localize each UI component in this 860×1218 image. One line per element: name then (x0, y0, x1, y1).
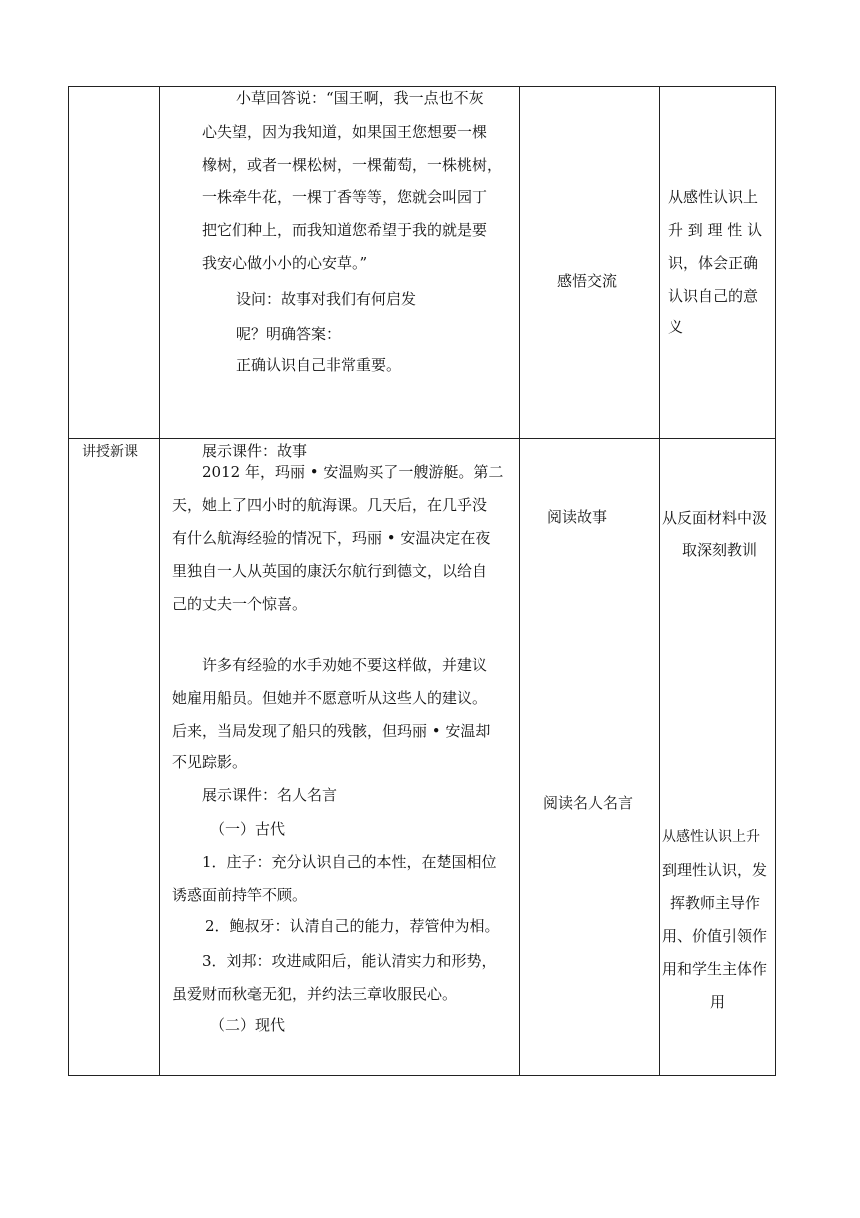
story-line: 小草回答说：“国王啊，我一点也不灰 (236, 89, 484, 107)
column-divider (659, 87, 660, 1075)
courseware-label: 展示课件：故事 (202, 442, 308, 460)
story-line: 心失望，因为我知道，如果国王您想要一棵 (202, 123, 488, 141)
intent-line: 用和学生主体作 (662, 960, 768, 978)
intent-line: 挥教师主导作 (670, 894, 761, 912)
story-line: 里独自一人从英国的康沃尔航行到德文，以给自 (172, 562, 488, 580)
quote-line: 诱惑面前持竿不顾。 (172, 886, 308, 904)
question-line: 呢？明确答案： (236, 325, 342, 343)
intent-line: 到理性认识，发 (662, 861, 768, 879)
row-divider (69, 438, 775, 439)
story-line: 后来，当局发现了船只的残骸，但玛丽 • 安温却 (172, 722, 491, 740)
intent-line: 义 (668, 318, 684, 336)
story-line: 她雇用船员。但她并不愿意听从这些人的建议。 (172, 689, 488, 707)
section-heading: （二）现代 (210, 1016, 286, 1034)
courseware-label: 展示课件：名人名言 (202, 786, 338, 804)
answer-line: 正确认识自己非常重要。 (236, 356, 402, 374)
quote-line: 虽爱财而秋毫无犯，并约法三章收服民心。 (172, 985, 458, 1003)
intent-line: 从感性认识上 (668, 188, 759, 206)
section-heading: （一）古代 (210, 820, 286, 838)
story-line: 一株牵牛花，一棵丁香等等，您就会叫园丁 (202, 188, 488, 206)
activity-label: 感悟交流 (557, 272, 618, 290)
column-divider (159, 87, 160, 1075)
activity-label: 阅读故事 (547, 508, 608, 526)
story-line: 有什么航海经验的情况下，玛丽 • 安温决定在夜 (172, 529, 491, 547)
intent-line: 从反面材料中汲 (662, 509, 768, 527)
story-line: 许多有经验的水手劝她不要这样做，并建议 (202, 656, 488, 674)
intent-line: 识，体会正确 (668, 254, 759, 272)
quote-line: 2．鲍叔牙：认清自己的能力，荐管仲为相。 (205, 917, 500, 935)
intent-line: 从感性认识上升 (662, 829, 760, 845)
activity-label: 阅读名人名言 (543, 794, 634, 812)
stage-label: 讲授新课 (82, 444, 138, 460)
story-line: 己的丈夫一个惊喜。 (172, 595, 308, 613)
intent-line: 用 (710, 993, 726, 1011)
story-line: 不见踪影。 (172, 753, 248, 771)
story-line: 我安心做小小的心安草。” (202, 254, 368, 272)
column-divider (519, 87, 520, 1075)
story-line: 2012 年，玛丽 • 安温购买了一艘游艇。第二 (202, 463, 504, 481)
intent-line: 升 到 理 性 认 (668, 221, 763, 239)
intent-line: 用、价值引领作 (662, 927, 768, 945)
intent-line: 认识自己的意 (668, 287, 759, 305)
story-line: 把它们种上，而我知道您希望于我的就是要 (202, 221, 488, 239)
quote-line: 3．刘邦：攻进咸阳后，能认清实力和形势， (202, 952, 497, 970)
story-line: 天，她上了四小时的航海课。几天后，在几乎没 (172, 496, 488, 514)
story-line: 橡树，或者一棵松树，一棵葡萄，一株桃树， (202, 156, 503, 174)
quote-line: 1．庄子：充分认识自己的本性，在楚国相位 (202, 853, 497, 871)
intent-line: 取深刻教训 (682, 541, 758, 559)
question-line: 设问：故事对我们有何启发 (236, 290, 417, 308)
